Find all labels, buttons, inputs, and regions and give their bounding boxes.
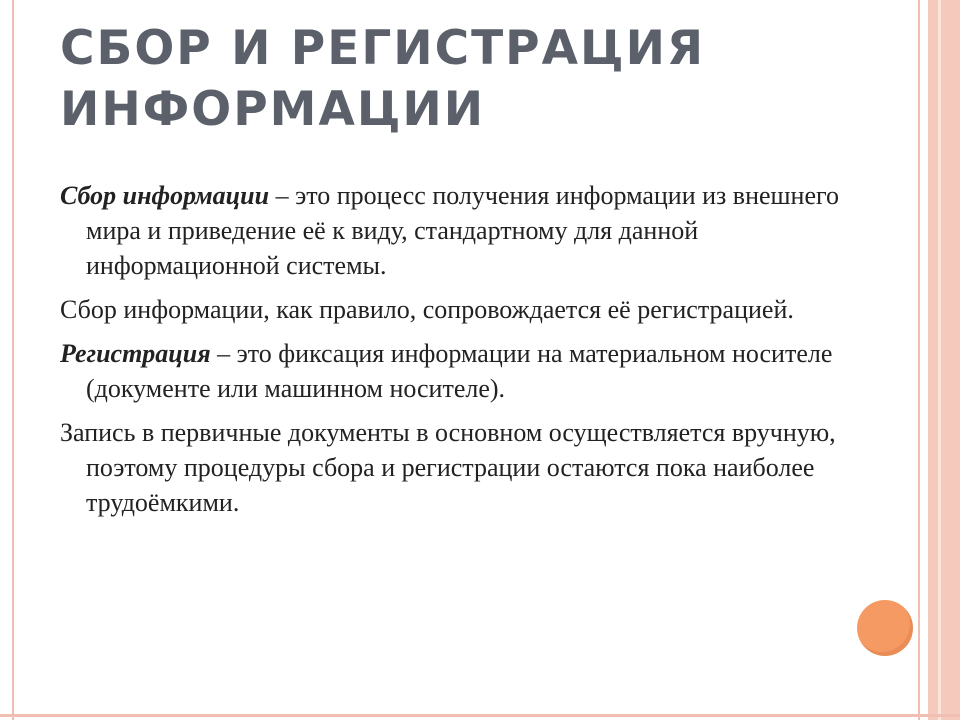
frame-right-stripe [938, 0, 941, 720]
slide-body [60, 178, 860, 529]
term-collection: Сбор информации [60, 181, 270, 210]
frame-bottom-line [0, 714, 960, 717]
paragraph-text: – это фиксация информации на материальном носителе (документе или машинном носителе). [86, 339, 833, 403]
paragraph-collection-definition [60, 178, 860, 283]
decorative-circle [857, 600, 913, 656]
slide-title: СБОР И РЕГИСТРАЦИЯ ИНФОРМАЦИИ [60, 21, 706, 137]
term-registration: Регистрация [60, 339, 211, 368]
frame-left-line [12, 0, 14, 720]
paragraph-text: Запись в первичные документы в основном осуществляется вручную, поэтому процедуры сбора и регистрации остаются пока наиболее трудоёмкими. [60, 418, 836, 517]
frame-right-line [918, 0, 920, 720]
paragraph-text: Сбор информации, как правило, сопровождается её регистрацией. [60, 295, 794, 324]
paragraph-registration-definition [60, 336, 860, 406]
paragraph-collection-registration [60, 292, 860, 327]
frame-right-band [928, 0, 960, 720]
paragraph-text: – это процесс получения информации из внешнего мира и приведение её к виду, стандартному для данной информационной системы. [86, 181, 840, 280]
paragraph-manual-recording [60, 415, 860, 520]
